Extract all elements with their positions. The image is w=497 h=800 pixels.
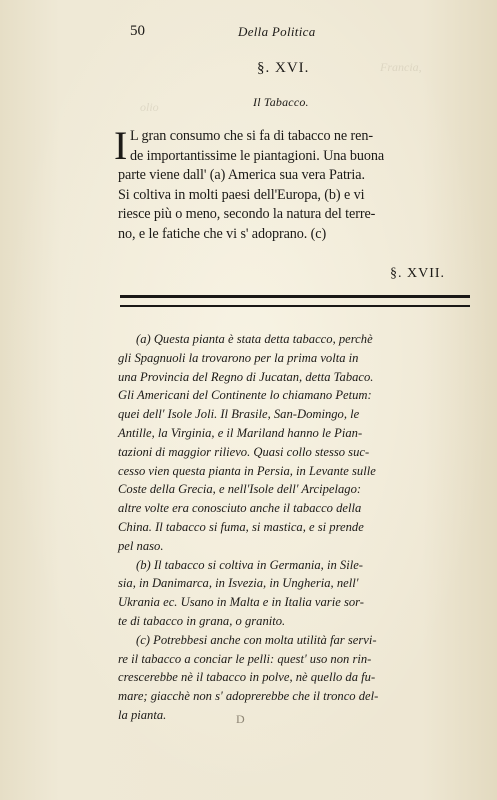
footnote-line: sia, in Danimarca, in Isvezia, in Ungheria, nell'	[118, 576, 359, 591]
body-line: no, e le fatiche che vi s' adoprano. (c)	[118, 225, 327, 242]
body-line: Si coltiva in molti paesi dell'Europa, (b) e vi	[118, 186, 365, 203]
footnote-line: crescerebbe nè il tabacco in polve, nè quello da fu-	[118, 670, 376, 685]
footnote-rule-thin	[120, 305, 470, 307]
footnote-line: Coste della Grecia, e nell'Isole dell' Arcipelago:	[118, 482, 362, 497]
running-title: Della Politica	[238, 24, 316, 39]
footnotes	[118, 330, 470, 725]
page-number: 50	[130, 23, 145, 39]
footnote-line: pel naso.	[118, 538, 164, 553]
footnote-line: (c) Potrebbesi anche con molta utilità far servi-	[136, 632, 377, 647]
footnote-line: Ukrania ec. Usano in Malta e in Italia varie sor-	[118, 595, 364, 610]
signature-mark: D	[236, 712, 245, 726]
footnote-line: gli Spagnuoli la trovarono per la prima volta in	[118, 350, 359, 365]
footnote-line: (a) Questa pianta è stata detta tabacco, perchè	[136, 332, 373, 346]
body-line: de importantissime le piantagioni. Una buona	[130, 147, 385, 164]
body-paragraph	[118, 127, 468, 244]
bleed-through-text: Francia,	[380, 60, 422, 74]
body-line: parte viene dall' (a) America sua vera Patria.	[118, 167, 365, 183]
footnote-line: China. Il tabacco si fuma, si mastica, e si prende	[118, 519, 364, 534]
footnote-line: altre volte era conosciuto anche il tabacco della	[118, 501, 362, 516]
section-number: §. XVI.	[257, 60, 310, 76]
body-line: L gran consumo che si fa di tabacco ne ren-	[130, 128, 373, 144]
footnote-line: tazioni di maggior rilievo. Quasi collo stesso suc-	[118, 444, 370, 459]
footnote-line: Gli Americani del Continente lo chiamano Petum:	[118, 388, 372, 403]
footnote-line: Antille, la Virginia, e il Mariland hanno le Pian-	[118, 425, 363, 440]
footnote-line: una Provincia del Regno di Jucatan, detta Tabaco.	[118, 369, 374, 384]
bleed-through-text: olio	[140, 100, 159, 114]
footnote-line: te di tabacco in grana, o granito.	[118, 613, 286, 628]
drop-cap: I	[114, 123, 128, 168]
footnote-rule-thick	[120, 295, 470, 298]
footnote-line: re il tabacco a conciar le pelli: quest' uso non rin-	[118, 651, 372, 666]
footnote-line: (b) Il tabacco si coltiva in Germania, in Sile-	[136, 557, 363, 572]
next-section-number: §. XVII.	[390, 266, 446, 281]
body-line: riesce più o meno, secondo la natura del terre-	[118, 206, 376, 222]
footnote-line: cesso vien questa pianta in Persia, in Levante sulle	[118, 463, 376, 478]
footnote-line: la pianta.	[118, 707, 167, 722]
footnote-line: mare; giacchè non s' adoprerebbe che il tronco del-	[118, 689, 379, 704]
footnote-line: quei dell' Isole Joli. Il Brasile, San-Domingo, le	[118, 407, 360, 422]
section-subtitle: Il Tabacco.	[253, 95, 309, 109]
